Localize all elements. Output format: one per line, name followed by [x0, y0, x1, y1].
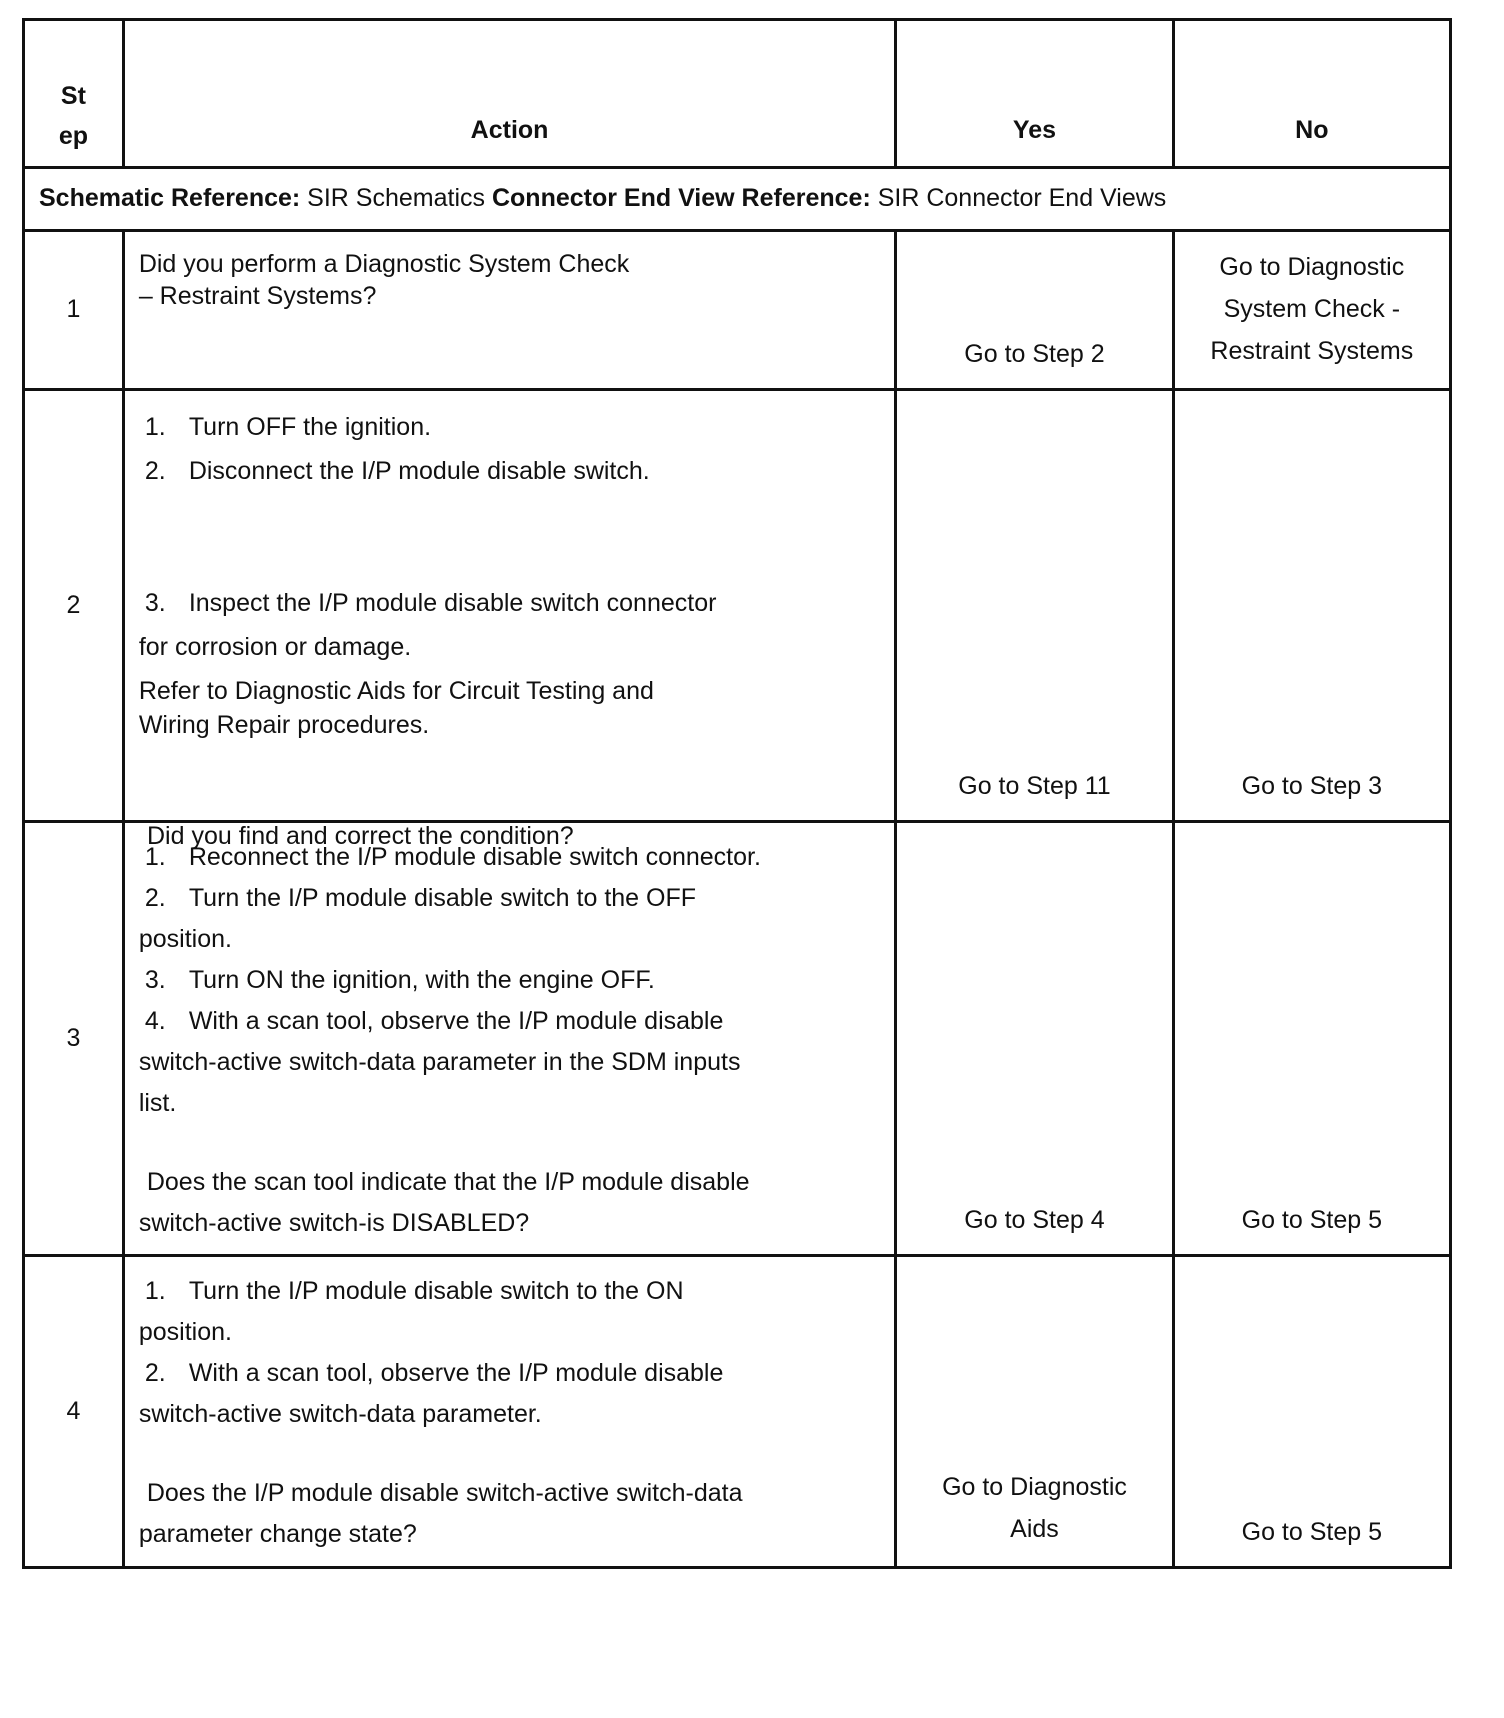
no-text: Restraint Systems — [1210, 337, 1414, 365]
item-text: With a scan tool, observe the I/P module disable — [188, 1359, 724, 1387]
action-item — [139, 960, 884, 1001]
action-text: Did you perform a Diagnostic System Check — [138, 250, 630, 278]
item-number: 4. — [144, 1007, 166, 1035]
item-continuation: position. — [138, 1318, 232, 1346]
yes-text: Aids — [1010, 1515, 1059, 1543]
action-item — [139, 405, 884, 449]
header-step — [24, 20, 124, 168]
item-text: Inspect the I/P module disable switch connector — [188, 589, 717, 617]
item-text: Turn ON the ignition, with the engine OFF. — [188, 966, 655, 994]
action-item — [139, 1271, 884, 1312]
connector-reference-label: Connector End View Reference: — [491, 184, 871, 213]
action-item — [139, 878, 884, 919]
item-continuation: switch-active switch-data parameter in the SDM inputs — [138, 1048, 741, 1076]
header-step-line1: St — [60, 82, 86, 110]
item-text: Turn OFF the ignition. — [188, 413, 432, 441]
no-text: Go to Diagnostic — [1219, 253, 1405, 281]
question-text: parameter change state? — [138, 1520, 417, 1548]
schematic-reference-label: Schematic Reference: — [39, 184, 301, 213]
no-cell: Go to Step 5 — [1173, 1256, 1450, 1568]
header-no: No — [1173, 20, 1450, 168]
question-text: switch-active switch-is DISABLED? — [138, 1209, 530, 1237]
item-continuation: switch-active switch-data parameter. — [138, 1400, 542, 1428]
item-text: Disconnect the I/P module disable switch. — [188, 457, 650, 485]
header-step-line2: ep — [58, 122, 88, 150]
note-text: Wiring Repair procedures. — [138, 711, 430, 739]
action-cell — [123, 390, 895, 822]
action-text: – Restraint Systems? — [138, 282, 377, 310]
yes-cell: Go to Step 4 — [896, 822, 1173, 1256]
item-continuation: for corrosion or damage. — [138, 633, 412, 661]
yes-cell: Go to Step 2 — [896, 231, 1173, 390]
item-number: 2. — [144, 1359, 166, 1387]
action-item — [139, 1353, 884, 1394]
no-text: System Check - — [1223, 295, 1401, 323]
note-text: Refer to Diagnostic Aids for Circuit Testing and — [138, 677, 654, 705]
connector-reference-value: SIR Connector End Views — [870, 184, 1167, 213]
table-row — [24, 231, 1451, 390]
header-action: Action — [123, 20, 895, 168]
yes-cell — [896, 1256, 1173, 1568]
table-row — [24, 390, 1451, 822]
reference-row — [24, 168, 1451, 231]
item-number: 2. — [144, 457, 166, 485]
item-text: With a scan tool, observe the I/P module disable — [188, 1007, 724, 1035]
item-number: 1. — [144, 843, 166, 871]
action-item — [139, 1001, 884, 1042]
action-cell — [123, 822, 895, 1256]
step-number: 3 — [24, 822, 124, 1256]
item-number: 1. — [144, 413, 166, 441]
header-yes: Yes — [896, 20, 1173, 168]
item-text: Turn the I/P module disable switch to the ON — [188, 1277, 684, 1305]
action-item — [139, 581, 884, 625]
reference-cell — [24, 168, 1451, 231]
step-number: 4 — [24, 1256, 124, 1568]
item-continuation: position. — [138, 925, 232, 953]
item-number: 3. — [144, 589, 166, 617]
step-number: 2 — [24, 390, 124, 822]
question-text: Does the scan tool indicate that the I/P module disable — [146, 1168, 750, 1196]
item-number: 2. — [144, 884, 166, 912]
table-row — [24, 822, 1451, 1256]
item-continuation: list. — [138, 1089, 177, 1117]
no-cell: Go to Step 5 — [1173, 822, 1450, 1256]
diagnostic-table-wrapper — [22, 18, 1452, 1569]
item-text: Reconnect the I/P module disable switch connector. — [188, 843, 761, 871]
step-number: 1 — [24, 231, 124, 390]
schematic-reference-value: SIR Schematics — [300, 184, 492, 213]
diagnostic-table — [22, 18, 1452, 1569]
action-item — [139, 449, 884, 493]
question-text: Does the I/P module disable switch-active switch-data — [146, 1479, 743, 1507]
question-text: Did you find and correct the condition? — [147, 822, 574, 850]
item-number: 1. — [144, 1277, 166, 1305]
table-row — [24, 1256, 1451, 1568]
item-text: Turn the I/P module disable switch to the OFF — [188, 884, 697, 912]
yes-text: Go to Diagnostic — [942, 1473, 1127, 1501]
yes-cell: Go to Step 11 — [896, 390, 1173, 822]
action-cell — [123, 231, 895, 390]
action-cell — [123, 1256, 895, 1568]
no-cell — [1173, 231, 1450, 390]
item-number: 3. — [144, 966, 166, 994]
no-cell: Go to Step 3 — [1173, 390, 1450, 822]
header-row — [24, 20, 1451, 168]
